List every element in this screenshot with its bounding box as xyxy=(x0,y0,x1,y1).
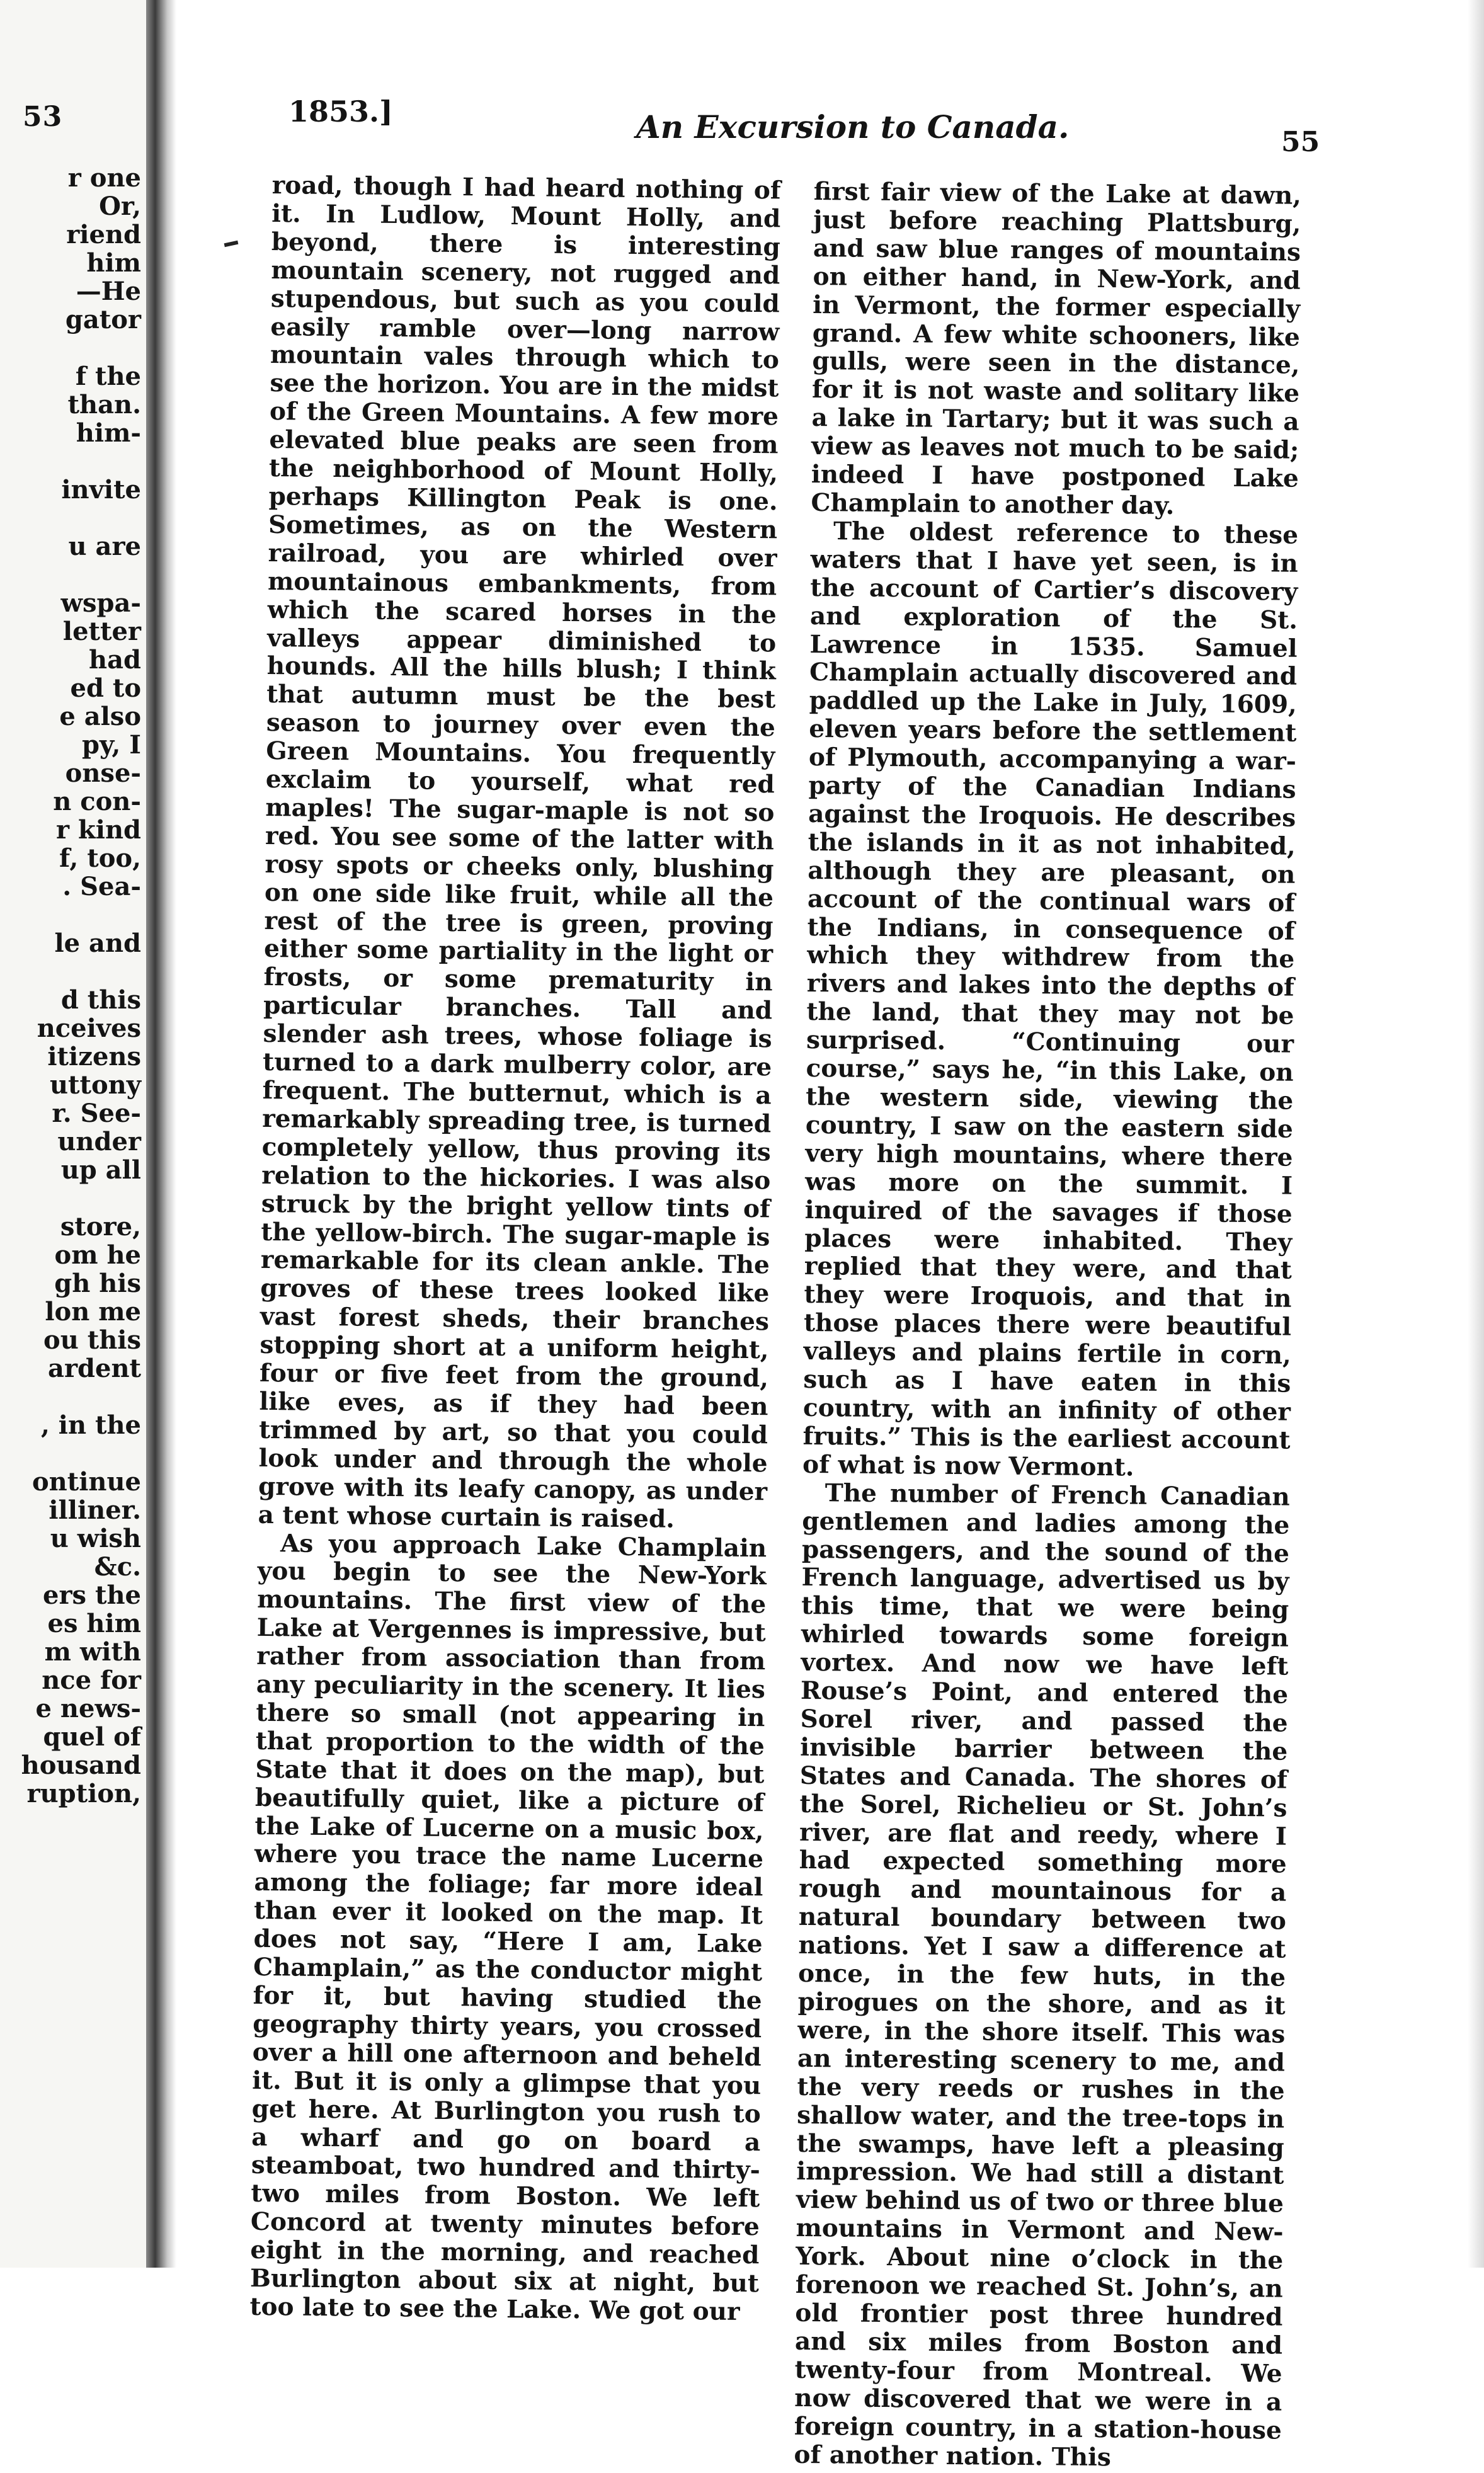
facing-page-line: him xyxy=(86,248,141,278)
facing-page-line: up all xyxy=(60,1155,141,1185)
facing-page-line: e also xyxy=(59,702,141,731)
facing-page-line: gh his xyxy=(54,1269,141,1298)
facing-page-line: ou this xyxy=(43,1325,141,1355)
facing-page-line: lon me xyxy=(45,1297,141,1327)
facing-page-number: 53 xyxy=(23,101,63,133)
facing-page-line xyxy=(15,901,141,929)
facing-page-line: ruption, xyxy=(26,1779,141,1808)
text-column-left xyxy=(249,171,781,2326)
facing-page-line: &c. xyxy=(94,1552,141,1582)
paragraph: first fair view of the Lake at dawn, just before reaching Plattsburg, and saw blue ranges of mountains on either hand, in New-York, and in Vermont, the former especially grand. A few white schooners, like gulls, were seen in the distance, for it is not waste and solitary like a lake in Tartary; but it was such a view as leaves not much to be said; indeed I have postponed Lake Champlain to another day. xyxy=(811,177,1301,520)
facing-page-line xyxy=(15,504,141,532)
facing-page-line: gator xyxy=(65,305,141,334)
facing-page-line: ardent xyxy=(48,1354,141,1383)
facing-page-line: u are xyxy=(68,532,141,561)
facing-page-line: nceives xyxy=(37,1014,141,1043)
facing-page-line xyxy=(15,1383,141,1411)
facing-page-line xyxy=(15,1184,141,1213)
paragraph: The oldest reference to these waters that I have yet seen, is in the account of Cartier’s discovery and exploration of the St. Lawrence in 1535. Samuel Champlain actually discovered and paddled up the Lake in July, 1609, eleven years before the settlement of Plymouth, accompanying a war-party of the Canadian Indians against the Iroquois. He describes the islands in it as not inhabited, although they are pleasant, on account of the continual wars of the Indians, in consequence of which they withdrew from the rivers and lakes into the depths of the land, that they may not be surprised. “Continuing our course,” says he, “in this Lake, on the western side, viewing the country, I saw on the eastern side very high mountains, where there was more on the summit. I inquired of the savages if those places were inhabited. They replied that they were, and that they were Iroquois, and that in those places there were beautiful valleys and plains fertile in corn, such as I have eaten in this country, with an infinity of other fruits.” This is the earliest account of what is now Vermont. xyxy=(802,517,1299,1482)
running-head-title: An Excursion to Canada. xyxy=(636,108,1070,146)
facing-page-line: nce for xyxy=(42,1665,141,1695)
facing-page-line: ers the xyxy=(43,1580,141,1610)
facing-page-text xyxy=(15,164,141,1808)
facing-page-line: om he xyxy=(54,1240,141,1270)
running-head-year: 1853.] xyxy=(288,94,393,129)
margin-mark xyxy=(224,241,239,247)
facing-page-line: f the xyxy=(75,362,141,391)
paragraph: The number of French Canadian gentlemen and ladies among the passengers, and the sound of the French language, advertised us by this time, that we were being whirled towards some foreign vortex. And now we have left Rouse’s Point, and entered the Sorel river, and passed the invisible barrier between the States and Canada. The shores of the Sorel, Richelieu or St. John’s river, are flat and reedy, where I had expected something more rough and mountainous for a natural boundary between two nations. Yet I saw a difference at once, in the few huts, in the pirogues on the shore, and as it were, in the shore itself. This was an interesting scenery to me, and the very reeds or rushes in the shallow water, and the tree-tops in the swamps, have left a pleasing impression. We had still a distant view behind us of two or three blue mountains in Vermont and New-York. About nine o’clock in the forenoon we reached St. John’s, an old frontier post three hundred and six miles from Boston and twenty-four from Montreal. We now discovered that we were in a foreign country, in a station-house of another nation. This xyxy=(794,1478,1290,2472)
facing-page-line: him- xyxy=(76,418,141,448)
page-edge xyxy=(1468,0,1484,2268)
facing-page-line: —He xyxy=(76,277,141,306)
facing-page-line: m with xyxy=(44,1637,141,1667)
facing-page-fragment xyxy=(0,0,146,2268)
facing-page-line xyxy=(15,447,141,476)
facing-page-line: Or, xyxy=(99,191,141,221)
facing-page-line: , in the xyxy=(40,1410,141,1440)
facing-page-line: under xyxy=(57,1127,141,1157)
facing-page-line xyxy=(15,957,141,986)
facing-page-line: es him xyxy=(47,1609,141,1638)
facing-page-line: u wish xyxy=(50,1524,141,1553)
facing-page-line: f, too, xyxy=(59,843,141,873)
facing-page-line: onse- xyxy=(65,758,141,788)
facing-page-line: r. See- xyxy=(52,1099,141,1128)
facing-page-line: wspa- xyxy=(60,588,141,618)
text-column-right xyxy=(794,178,1301,2473)
facing-page-line: ontinue xyxy=(31,1467,141,1497)
facing-page-line: housand xyxy=(21,1751,141,1780)
binding-gutter xyxy=(146,0,176,2268)
facing-page-line: than. xyxy=(67,390,141,420)
facing-page-line xyxy=(15,334,141,362)
facing-page-line: e news- xyxy=(35,1694,141,1723)
facing-page-line xyxy=(15,1439,141,1468)
facing-page-line: invite xyxy=(61,475,141,505)
paragraph: As you approach Lake Champlain you begin to see the New-York mountains. The first view of the Lake at Vergennes is impressive, but rather from association than from any peculiarity in the scenery. It lies there so small (not appearing in that proportion to the width of the State that it does on the map), but beautifully quiet, like a picture of the Lake of Lucerne on a music box, where you trace the name Lucerne among the foliage; far more ideal than ever it looked on the map. It does not say, “Here I am, Lake Champlain,” as the conductor might for it, but having studied the geography thirty years, you crossed over a hill one afternoon and beheld it. But it is only a glimpse that you get here. At Burlington you rush to a wharf and go on board a steamboat, two hundred and thirty-two miles from Boston. We left Concord at twenty minutes before eight in the morning, and reached Burlington about six at night, but too late to see the Lake. We got our xyxy=(249,1528,767,2326)
facing-page-line: r one xyxy=(67,163,141,193)
facing-page-line: n con- xyxy=(53,787,141,816)
facing-page-line xyxy=(15,561,141,589)
facing-page-line: had xyxy=(89,645,141,675)
facing-page-line: le and xyxy=(54,928,141,958)
facing-page-line: py, I xyxy=(82,730,141,760)
facing-page-line: ed to xyxy=(70,673,141,703)
facing-page-line: d this xyxy=(60,985,141,1015)
facing-page-line: r kind xyxy=(56,815,141,845)
facing-page-line: . Sea- xyxy=(62,872,141,901)
paragraph: road, though I had heard nothing of it. In Ludlow, Mount Holly, and beyond, there is interesting mountain scenery, not rugged and stupendous, but such as you could easily ramble over—long narrow mountain vales through which to see the horizon. You are in the midst of the Green Mountains. A few more elevated blue peaks are seen from the neighborhood of Mount Holly, perhaps Killington Peak is one. Sometimes, as on the Western railroad, you are whirled over mountainous embankments, from which the scared horses in the valleys appear diminished to hounds. All the hills blush; I think that autumn must be the best season to journey over even the Green Mountains. You frequently exclaim to yourself, what red maples! The sugar-maple is not so red. You see some of the latter with rosy spots or cheeks only, blushing on one side like fruit, while all the rest of the tree is green, proving either some partiality in the light or frosts, or some prematurity in particular branches. Tall and slender ash trees, whose foliage is turned to a dark mulberry color, are frequent. The butternut, which is a remarkably spreading tree, is turned completely yellow, thus proving its relation to the hickories. I was also struck by the bright yellow tints of the yellow-birch. The sugar-maple is remarkable for its clean ankle. The groves of these trees looked like vast forest sheds, their branches stopping short at a uniform height, four or five feet from the ground, like eves, as if they had been trimmed by art, so that you could look under and through the whole grove with its leafy canopy, as under a tent whose curtain is raised. xyxy=(258,171,781,1534)
facing-page-line: riend xyxy=(66,220,141,249)
facing-page-line: illiner. xyxy=(49,1495,141,1525)
facing-page-line: letter xyxy=(62,617,141,646)
facing-page-line: uttony xyxy=(49,1070,141,1100)
page-number: 55 xyxy=(1281,126,1320,158)
facing-page-line: store, xyxy=(60,1212,141,1242)
facing-page-line: quel of xyxy=(43,1722,141,1752)
facing-page-line: itizens xyxy=(47,1042,141,1071)
